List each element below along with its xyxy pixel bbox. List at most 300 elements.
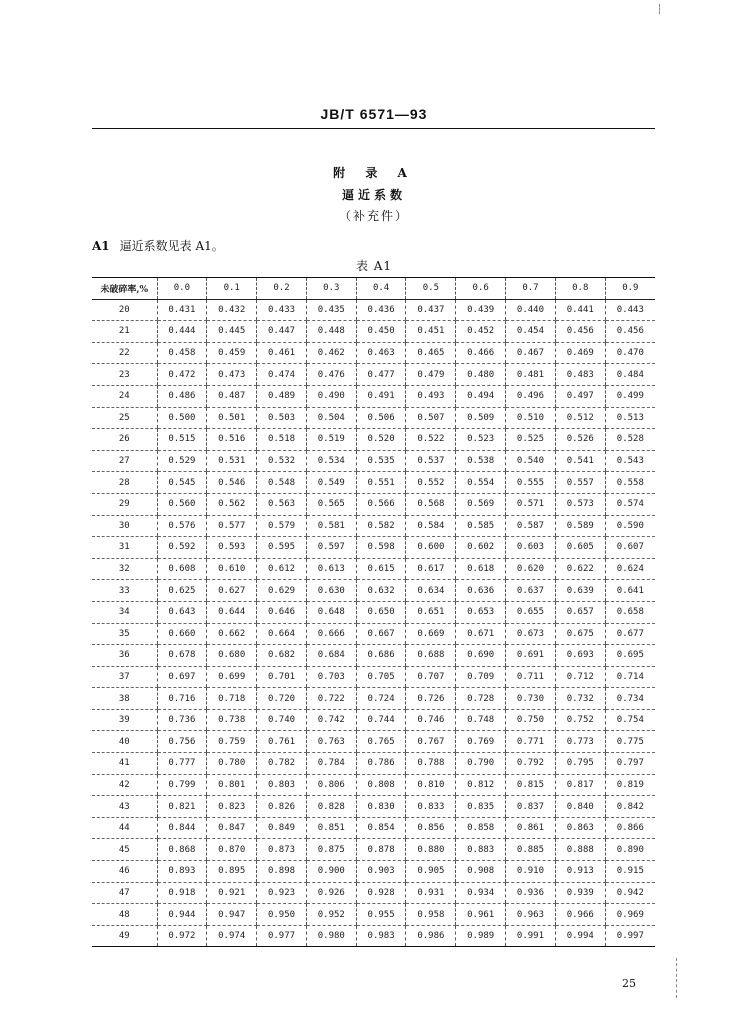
table-cell: 0.775 [605,731,655,753]
table-cell: 0.651 [406,601,456,623]
table-cell: 0.890 [605,839,655,861]
table-cell: 0.541 [555,450,605,472]
table-cell: 0.875 [306,839,356,861]
table-cell: 0.648 [306,601,356,623]
table-row [92,450,655,472]
table-cell: 0.662 [207,623,257,645]
table-row [92,537,655,559]
table-cell: 0.806 [306,774,356,796]
table-cell: 0.622 [555,558,605,580]
table-cell: 0.658 [605,601,655,623]
table-cell: 0.675 [555,623,605,645]
table-cell: 0.450 [356,321,406,343]
table-cell: 0.650 [356,601,406,623]
table-row [92,709,655,731]
table-cell: 0.528 [605,429,655,451]
row-label: 29 [92,493,157,515]
table-row [92,580,655,602]
table-cell: 0.466 [456,342,506,364]
table-cell: 0.983 [356,925,406,947]
table-cell: 0.915 [605,861,655,883]
table-cell: 0.467 [506,342,556,364]
table-cell: 0.515 [157,429,207,451]
table-cell: 0.473 [207,364,257,386]
table-cell: 0.587 [506,515,556,537]
row-label: 23 [92,364,157,386]
table-cell: 0.431 [157,299,207,321]
table-cell: 0.610 [207,558,257,580]
table-cell: 0.522 [406,429,456,451]
table-cell: 0.568 [406,493,456,515]
header-row [92,278,655,300]
table-cell: 0.678 [157,645,207,667]
table-cell: 0.898 [257,861,307,883]
table-cell: 0.562 [207,493,257,515]
table-cell: 0.716 [157,688,207,710]
table-cell: 0.752 [555,709,605,731]
table-cell: 0.819 [605,774,655,796]
table-cell: 0.921 [207,882,257,904]
table-cell: 0.465 [406,342,456,364]
margin-mark [659,4,660,14]
table-cell: 0.581 [306,515,356,537]
appendix-note: （补充件） [338,209,409,223]
page-number: 25 [622,977,636,990]
table-cell: 0.746 [406,709,456,731]
table-cell: 0.489 [257,385,307,407]
table-cell: 0.748 [456,709,506,731]
appendix-title: 附 录 A [333,166,415,180]
table-cell: 0.868 [157,839,207,861]
table-cell: 0.880 [406,839,456,861]
table-cell: 0.944 [157,904,207,926]
table-cell: 0.722 [306,688,356,710]
table-cell: 0.955 [356,904,406,926]
table-cell: 0.784 [306,753,356,775]
table-cell: 0.448 [306,321,356,343]
table-cell: 0.873 [257,839,307,861]
table-cell: 0.888 [555,839,605,861]
table-row [92,882,655,904]
table-cell: 0.483 [555,364,605,386]
table-cell: 0.939 [555,882,605,904]
table-cell: 0.660 [157,623,207,645]
row-label: 38 [92,688,157,710]
table-cell: 0.712 [555,666,605,688]
table-cell: 0.443 [605,299,655,321]
table-cell: 0.480 [456,364,506,386]
row-label: 41 [92,753,157,775]
table-cell: 0.548 [257,472,307,494]
table-cell: 0.557 [555,472,605,494]
table-cell: 0.535 [356,450,406,472]
coefficient-table [92,277,655,947]
table-cell: 0.629 [257,580,307,602]
table-row [92,796,655,818]
row-label: 28 [92,472,157,494]
table-cell: 0.926 [306,882,356,904]
table-cell: 0.740 [257,709,307,731]
table-cell: 0.474 [257,364,307,386]
corner-header: 未破碎率,% [92,278,157,300]
table-cell: 0.989 [456,925,506,947]
table-cell: 0.790 [456,753,506,775]
table-cell: 0.856 [406,817,456,839]
table-cell: 0.934 [456,882,506,904]
table-cell: 0.441 [555,299,605,321]
table-cell: 0.523 [456,429,506,451]
table-cell: 0.646 [257,601,307,623]
table-cell: 0.903 [356,861,406,883]
table-cell: 0.858 [456,817,506,839]
header-divider [92,128,655,129]
table-cell: 0.961 [456,904,506,926]
table-cell: 0.569 [456,493,506,515]
table-cell: 0.494 [456,385,506,407]
table-cell: 0.440 [506,299,556,321]
table-cell: 0.537 [406,450,456,472]
row-label: 48 [92,904,157,926]
row-label: 35 [92,623,157,645]
table-cell: 0.439 [456,299,506,321]
table-cell: 0.688 [406,645,456,667]
table-cell: 0.470 [605,342,655,364]
section-number: A1 [92,239,110,253]
column-header: 0.9 [605,278,655,300]
table-row [92,299,655,321]
table-cell: 0.433 [257,299,307,321]
table-cell: 0.669 [406,623,456,645]
table-cell: 0.598 [356,537,406,559]
table-cell: 0.769 [456,731,506,753]
table-cell: 0.558 [605,472,655,494]
section-a1 [92,237,224,254]
table-cell: 0.657 [555,601,605,623]
table-row [92,472,655,494]
table-cell: 0.773 [555,731,605,753]
table-cell: 0.552 [406,472,456,494]
table-cell: 0.833 [406,796,456,818]
table-cell: 0.613 [306,558,356,580]
table-cell: 0.812 [456,774,506,796]
table-row [92,558,655,580]
table-cell: 0.487 [207,385,257,407]
table-cell: 0.624 [605,558,655,580]
table-cell: 0.519 [306,429,356,451]
row-label: 24 [92,385,157,407]
table-cell: 0.810 [406,774,456,796]
table-cell: 0.458 [157,342,207,364]
table-cell: 0.883 [456,839,506,861]
table-cell: 0.484 [605,364,655,386]
table-cell: 0.709 [456,666,506,688]
table-cell: 0.680 [207,645,257,667]
table-cell: 0.636 [456,580,506,602]
table-cell: 0.597 [306,537,356,559]
table-cell: 0.589 [555,515,605,537]
table-cell: 0.543 [605,450,655,472]
table-cell: 0.637 [506,580,556,602]
table-cell: 0.756 [157,731,207,753]
table-row [92,342,655,364]
table-cell: 0.738 [207,709,257,731]
table-cell: 0.573 [555,493,605,515]
table-cell: 0.720 [257,688,307,710]
table-cell: 0.462 [306,342,356,364]
table-cell: 0.509 [456,407,506,429]
table-cell: 0.947 [207,904,257,926]
table-cell: 0.837 [506,796,556,818]
table-cell: 0.608 [157,558,207,580]
table-cell: 0.641 [605,580,655,602]
table-cell: 0.634 [406,580,456,602]
table-cell: 0.529 [157,450,207,472]
table-cell: 0.763 [306,731,356,753]
table-row [92,774,655,796]
table-row [92,321,655,343]
table-cell: 0.742 [306,709,356,731]
table-cell: 0.666 [306,623,356,645]
row-label: 31 [92,537,157,559]
column-header: 0.3 [306,278,356,300]
table-cell: 0.454 [506,321,556,343]
table-cell: 0.532 [257,450,307,472]
table-cell: 0.974 [207,925,257,947]
table-cell: 0.479 [406,364,456,386]
row-label: 37 [92,666,157,688]
column-header: 0.6 [456,278,506,300]
table-cell: 0.593 [207,537,257,559]
table-cell: 0.463 [356,342,406,364]
table-row [92,731,655,753]
table-cell: 0.963 [506,904,556,926]
table-row [92,407,655,429]
table-cell: 0.782 [257,753,307,775]
table-cell: 0.765 [356,731,406,753]
table-cell: 0.630 [306,580,356,602]
table-cell: 0.499 [605,385,655,407]
table-cell: 0.701 [257,666,307,688]
table-cell: 0.603 [506,537,556,559]
table-cell: 0.969 [605,904,655,926]
table-cell: 0.620 [506,558,556,580]
table-cell: 0.980 [306,925,356,947]
row-label: 42 [92,774,157,796]
table-cell: 0.923 [257,882,307,904]
table-cell: 0.854 [356,817,406,839]
table-cell: 0.664 [257,623,307,645]
table-cell: 0.724 [356,688,406,710]
table-cell: 0.684 [306,645,356,667]
table-cell: 0.908 [456,861,506,883]
table-cell: 0.671 [456,623,506,645]
table-cell: 0.844 [157,817,207,839]
table-cell: 0.686 [356,645,406,667]
table-cell: 0.469 [555,342,605,364]
table-row [92,645,655,667]
table-cell: 0.851 [306,817,356,839]
standard-code-header: JB/T 6571—93 [320,106,428,122]
table-cell: 0.432 [207,299,257,321]
table-cell: 0.590 [605,515,655,537]
table-cell: 0.632 [356,580,406,602]
table-cell: 0.501 [207,407,257,429]
table-cell: 0.531 [207,450,257,472]
table-cell: 0.486 [157,385,207,407]
table-cell: 0.840 [555,796,605,818]
row-label: 46 [92,861,157,883]
margin-mark [676,958,677,998]
table-cell: 0.771 [506,731,556,753]
row-label: 21 [92,321,157,343]
table-cell: 0.615 [356,558,406,580]
table-cell: 0.936 [506,882,556,904]
table-cell: 0.600 [406,537,456,559]
table-body [92,299,655,947]
table-cell: 0.510 [506,407,556,429]
table-cell: 0.540 [506,450,556,472]
row-label: 45 [92,839,157,861]
table-cell: 0.761 [257,731,307,753]
table-cell: 0.560 [157,493,207,515]
table-cell: 0.555 [506,472,556,494]
table-row [92,904,655,926]
table-cell: 0.490 [306,385,356,407]
row-label: 33 [92,580,157,602]
table-cell: 0.461 [257,342,307,364]
table-cell: 0.966 [555,904,605,926]
table-cell: 0.861 [506,817,556,839]
table-cell: 0.538 [456,450,506,472]
table-cell: 0.592 [157,537,207,559]
table-cell: 0.451 [406,321,456,343]
table-cell: 0.767 [406,731,456,753]
column-header: 0.5 [406,278,456,300]
row-label: 39 [92,709,157,731]
table-cell: 0.436 [356,299,406,321]
table-cell: 0.830 [356,796,406,818]
table-cell: 0.456 [555,321,605,343]
table-cell: 0.823 [207,796,257,818]
table-cell: 0.991 [506,925,556,947]
table-cell: 0.477 [356,364,406,386]
table-cell: 0.726 [406,688,456,710]
row-label: 34 [92,601,157,623]
table-cell: 0.513 [605,407,655,429]
table-cell: 0.707 [406,666,456,688]
table-cell: 0.910 [506,861,556,883]
table-cell: 0.994 [555,925,605,947]
table-cell: 0.885 [506,839,556,861]
table-cell: 0.546 [207,472,257,494]
table-cell: 0.643 [157,601,207,623]
table-row [92,861,655,883]
table-cell: 0.579 [257,515,307,537]
table-cell: 0.444 [157,321,207,343]
table-cell: 0.518 [257,429,307,451]
table-row [92,817,655,839]
table-cell: 0.695 [605,645,655,667]
table-cell: 0.821 [157,796,207,818]
table-cell: 0.625 [157,580,207,602]
column-header: 0.0 [157,278,207,300]
row-label: 49 [92,925,157,947]
table-cell: 0.493 [406,385,456,407]
table-cell: 0.913 [555,861,605,883]
table-row [92,385,655,407]
table-cell: 0.905 [406,861,456,883]
table-cell: 0.699 [207,666,257,688]
table-cell: 0.815 [506,774,556,796]
table-cell: 0.576 [157,515,207,537]
table-cell: 0.667 [356,623,406,645]
table-cell: 0.612 [257,558,307,580]
table-cell: 0.786 [356,753,406,775]
table-cell: 0.506 [356,407,406,429]
table-cell: 0.780 [207,753,257,775]
table-cell: 0.602 [456,537,506,559]
table-cell: 0.744 [356,709,406,731]
table-cell: 0.507 [406,407,456,429]
table-cell: 0.808 [356,774,406,796]
row-label: 30 [92,515,157,537]
section-text: 逼近系数见表 A1。 [119,239,224,253]
table-cell: 0.895 [207,861,257,883]
table-cell: 0.754 [605,709,655,731]
table-cell: 0.732 [555,688,605,710]
table-cell: 0.734 [605,688,655,710]
table-cell: 0.639 [555,580,605,602]
table-cell: 0.577 [207,515,257,537]
table-row [92,515,655,537]
appendix-subtitle: 逼近系数 [341,188,406,202]
table-cell: 0.551 [356,472,406,494]
row-label: 40 [92,731,157,753]
table-row [92,666,655,688]
table-cell: 0.718 [207,688,257,710]
table-cell: 0.627 [207,580,257,602]
table-cell: 0.677 [605,623,655,645]
table-cell: 0.714 [605,666,655,688]
table-cell: 0.673 [506,623,556,645]
table-cell: 0.512 [555,407,605,429]
row-label: 20 [92,299,157,321]
table-cell: 0.574 [605,493,655,515]
table-cell: 0.759 [207,731,257,753]
row-label: 47 [92,882,157,904]
table-cell: 0.566 [356,493,406,515]
table-cell: 0.972 [157,925,207,947]
table-cell: 0.691 [506,645,556,667]
table-cell: 0.618 [456,558,506,580]
table-cell: 0.958 [406,904,456,926]
table-cell: 0.491 [356,385,406,407]
table-cell: 0.893 [157,861,207,883]
row-label: 26 [92,429,157,451]
column-header: 0.1 [207,278,257,300]
table-cell: 0.617 [406,558,456,580]
table-cell: 0.842 [605,796,655,818]
row-label: 36 [92,645,157,667]
table-cell: 0.801 [207,774,257,796]
table-header [92,278,655,300]
table-cell: 0.792 [506,753,556,775]
table-cell: 0.452 [456,321,506,343]
table-row [92,493,655,515]
table-cell: 0.582 [356,515,406,537]
table-cell: 0.952 [306,904,356,926]
table-row [92,429,655,451]
